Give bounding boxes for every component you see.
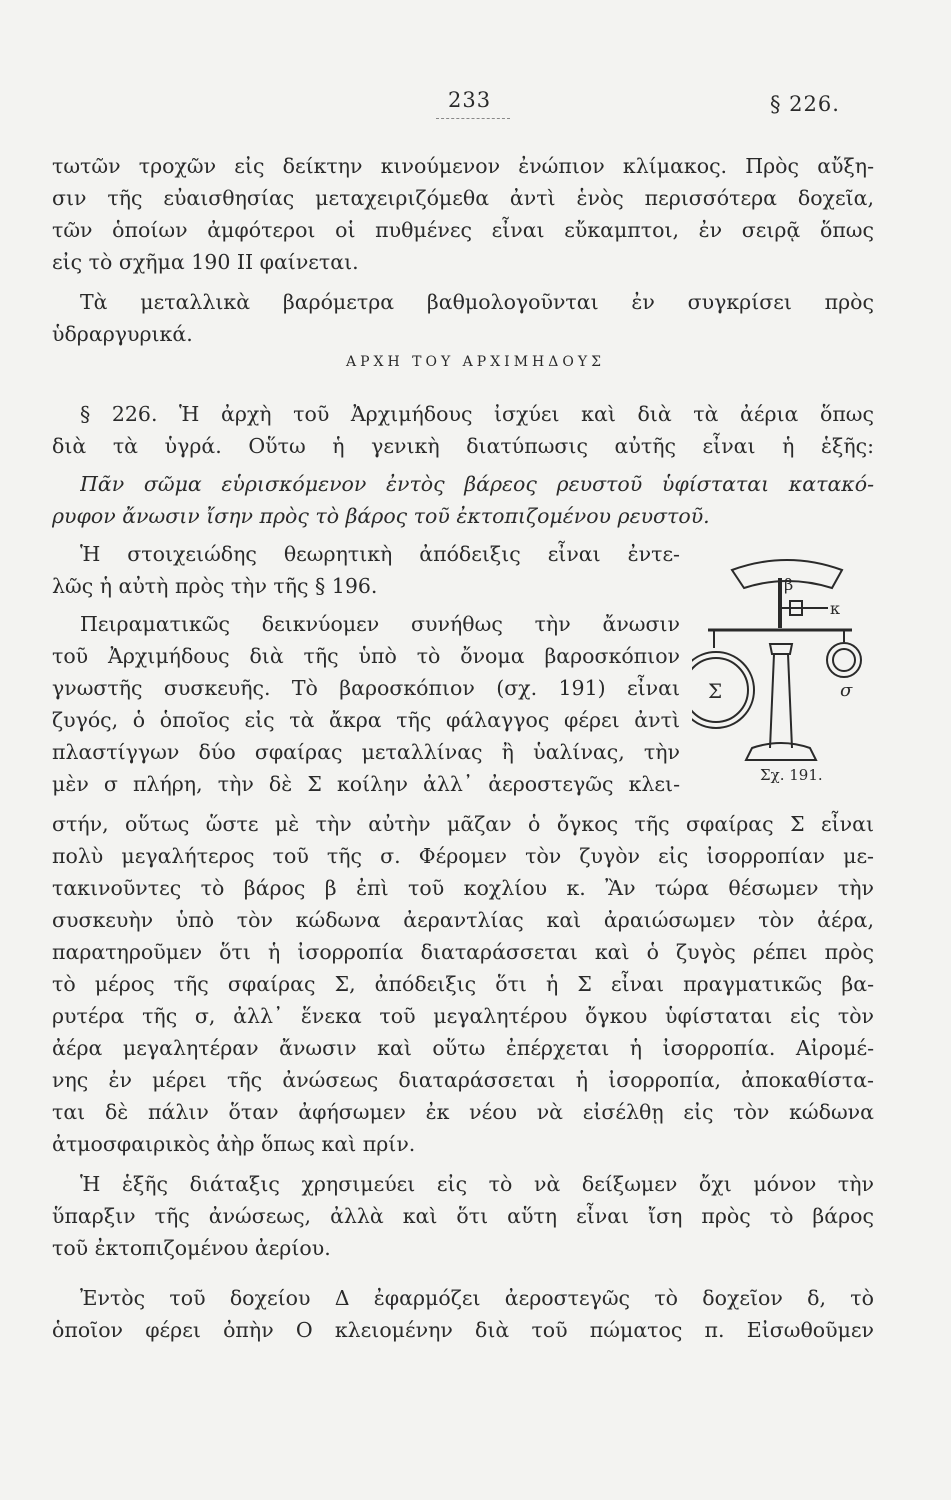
text-line: ὑδραργυρικά. (52, 322, 193, 346)
text-line: Πειραματικῶς δεικνύομεν συνήθως τὴν ἄνωσιν (80, 612, 680, 636)
text-line: Ἡ στοιχειώδης θεωρητικὴ ἀπόδειξις εἶναι ἐντε- (80, 542, 680, 566)
text-line: τῶν ὁποίων ἀμφότεροι οἱ πυθμένες εἶναι εὔκαμπτοι, ἐν σειρᾷ ὅπως (52, 218, 874, 242)
text-line: ζυγός, ὁ ὁποῖος εἰς τὰ ἄκρα τῆς φάλαγγος φέρει ἀντὶ (52, 708, 680, 732)
text-line: Τὰ μεταλλικὰ βαρόμετρα βαθμολογοῦνται ἐν συγκρίσει πρὸς (80, 290, 874, 314)
text-line: παρατηροῦμεν ὅτι ἡ ἰσορροπία διαταράσσεται καὶ ὁ ζυγὸς ρέπει πρὸς (52, 940, 874, 964)
text-line: ἀτμοσφαιρικὸς ἀὴρ ὅπως καὶ πρίν. (52, 1132, 416, 1156)
text-line: τοῦ Ἀρχιμήδους διὰ τῆς ὑπὸ τὸ ὄνομα βαροσκόπιον (52, 644, 680, 668)
header-rule (436, 118, 510, 119)
text-line: § 226. Ἡ ἀρχὴ τοῦ Ἀρχιμήδους ἰσχύει καὶ διὰ τὰ ἀέρια ὅπως (80, 402, 874, 426)
baroscope-figure (692, 548, 872, 788)
italic-line: ρυφον ἄνωσιν ἴσην πρὸς τὸ βάρος τοῦ ἐκτοπιζομένου ρευστοῦ. (52, 504, 710, 528)
text-line: συσκευὴν ὑπὸ τὸν κώδωνα ἀεραντλίας καὶ ἀραιώσωμεν τὸν ἀέρα, (52, 908, 874, 932)
text-line: τὸ μέρος τῆς σφαίρας Σ, ἀπόδειξις ὅτι ἡ Σ εἶναι πραγματικῶς βα- (52, 972, 874, 996)
text-line: τοῦ ἐκτοπιζομένου ἀερίου. (52, 1236, 331, 1260)
text-line: Ἐντὸς τοῦ δοχείου Δ ἐφαρμόζει ἀεροστεγῶς τὸ δοχεῖον δ, τὸ (80, 1286, 874, 1310)
text-line: λῶς ἡ αὐτὴ πρὸς τὴν τῆς § 196. (52, 574, 378, 598)
figure-label-sigma: σ (840, 680, 853, 701)
text-line: νης ἐν μέρει τῆς ἀνώσεως διαταράσσεται ἡ ἰσορροπία, ἀποκαθίστα- (52, 1068, 874, 1092)
section-number: § 226. (770, 92, 840, 116)
figure-label-beta: β (784, 575, 794, 594)
figure-label-Sigma: Σ (708, 679, 723, 703)
page-number: 233 (448, 88, 492, 112)
text-line: ρυτέρα τῆς σ, ἀλλ᾽ ἕνεκα τοῦ μεγαλητέρου ὄγκου ὑφίσταται εἰς τὸν (52, 1004, 874, 1028)
section-heading: ΑΡΧΗ ΤΟΥ ΑΡΧΙΜΗΔΟΥΣ (346, 354, 605, 370)
text-line: τακινοῦντες τὸ βάρος β ἐπὶ τοῦ κοχλίου κ. Ἂν τώρα θέσωμεν τὴν (52, 876, 874, 900)
text-line: διὰ τὰ ὑγρά. Οὕτω ἡ γενικὴ διατύπωσις αὐτῆς εἶναι ἡ ἑξῆς: (52, 434, 874, 458)
figure-caption: Σχ. 191. (760, 766, 823, 784)
figure-label-kappa: κ (830, 599, 840, 618)
text-line: τωτῶν τροχῶν εἰς δείκτην κινούμενον ἐνώπιον κλίμακος. Πρὸς αὔξη- (52, 154, 874, 178)
text-line: σιν τῆς εὐαισθησίας μεταχειριζόμεθα ἀντὶ ἑνὸς περισσότερα δοχεῖα, (52, 186, 874, 210)
text-line: πολὺ μεγαλήτερος τοῦ τῆς σ. Φέρομεν τὸν ζυγὸν εἰς ἰσορροπίαν με- (52, 844, 874, 868)
text-line: ται δὲ πάλιν ὅταν ἀφήσωμεν ἐκ νέου νὰ εἰσέλθῃ εἰς τὸν κώδωνα (52, 1100, 874, 1124)
text-line: γνωστῆς συσκευῆς. Τὸ βαροσκόπιον (σχ. 191) εἶναι (52, 676, 680, 700)
text-line: πλαστίγγων δύο σφαίρας μεταλλίνας ἢ ὑαλίνας, τὴν (52, 740, 680, 764)
text-line: μὲν σ πλήρη, τὴν δὲ Σ κοίλην ἀλλ᾽ ἀεροστεγῶς κλει- (52, 772, 680, 796)
text-line: στήν, οὕτως ὥστε μὲ τὴν αὐτὴν μᾶζαν ὁ ὄγκος τῆς σφαίρας Σ εἶναι (52, 812, 874, 836)
text-line: ὕπαρξιν τῆς ἀνώσεως, ἀλλὰ καὶ ὅτι αὕτη εἶναι ἴση πρὸς τὸ βάρος (52, 1204, 874, 1228)
text-line: εἰς τὸ σχῆμα 190 II φαίνεται. (52, 250, 359, 274)
text-line: ὁποῖον φέρει ὀπὴν Ο κλειομένην διὰ τοῦ πώματος π. Εἰσωθοῦμεν (52, 1318, 874, 1342)
text-line: ἀέρα μεγαλητέραν ἄνωσιν καὶ οὕτω ἐπέρχεται ἡ ἰσορροπία. Αἰρομέ- (52, 1036, 874, 1060)
italic-line: Πᾶν σῶμα εὑρισκόμενον ἐντὸς βάρεος ρευστοῦ ὑφίσταται κατακό- (80, 472, 874, 496)
text-line: Ἡ ἑξῆς διάταξις χρησιμεύει εἰς τὸ νὰ δείξωμεν ὄχι μόνον τὴν (80, 1172, 874, 1196)
